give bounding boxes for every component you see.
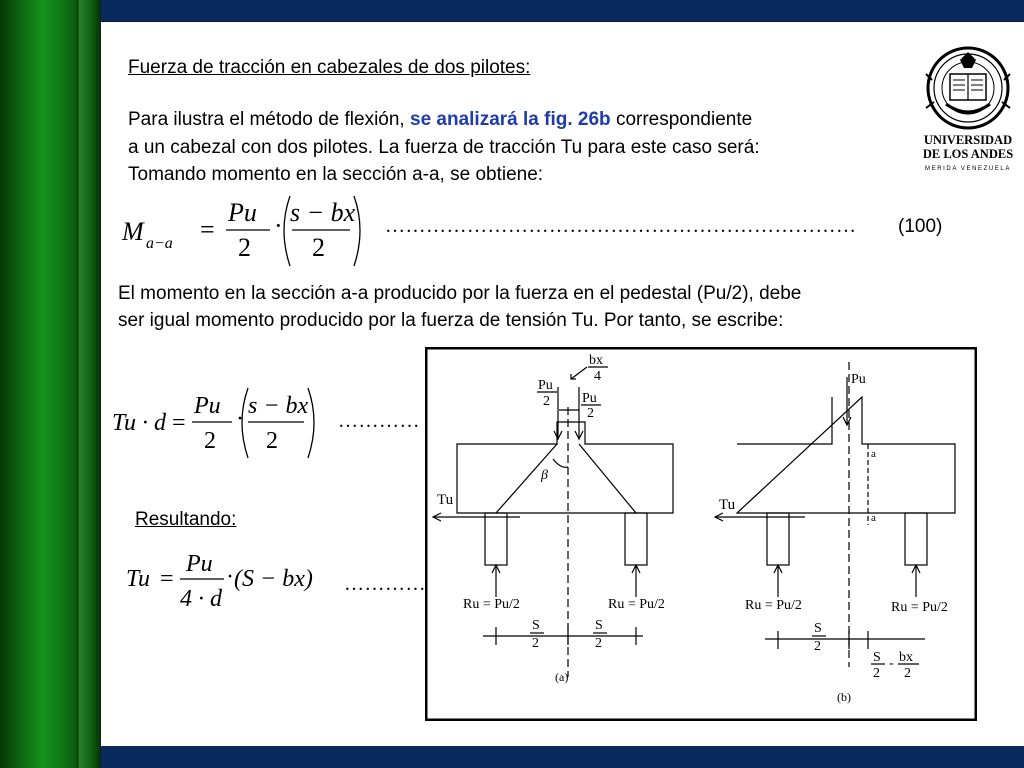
equation-result	[120, 546, 320, 616]
eq2-dots: …………	[338, 410, 420, 432]
para1-line1-a: Para ilustra el método de flexión,	[128, 109, 405, 130]
eq1-dot: ·	[274, 211, 283, 240]
eq2-num2: s − bx	[248, 393, 309, 419]
eq1-sub: a−a	[146, 235, 173, 252]
fig-b-minus: -	[889, 656, 894, 671]
fig-a-ru-left: Ru = Pu/2	[463, 597, 520, 612]
fig-a-ru-right: Ru = Pu/2	[608, 597, 665, 612]
fig-a-caption: (a)	[555, 670, 569, 684]
logo-line3: MERIDA VENEZUELA	[925, 166, 1011, 172]
slide-heading: Fuerza de tracción en cabezales de dos pilotes:	[128, 57, 531, 78]
fig-b-s-left: S	[814, 621, 822, 636]
fig-b-bx: bx	[899, 650, 913, 665]
fig-b-ru-left: Ru = Pu/2	[745, 598, 802, 613]
eq1-num2: s − bx	[290, 198, 356, 227]
fig-b-ru-right: Ru = Pu/2	[891, 600, 948, 615]
equation-tension	[110, 384, 325, 464]
fig-a-tu: Tu	[437, 492, 454, 508]
para1-line3: Tomando momento en la sección a-a, se obtiene:	[128, 164, 544, 185]
eq1-M: M	[122, 217, 144, 246]
para1-line2: a un cabezal con dos pilotes. La fuerza de tracción Tu para este caso será:	[128, 137, 760, 158]
eq2-pu: Pu	[194, 393, 221, 419]
eq3-den: 4 · d	[180, 586, 222, 612]
fig-a-pu-left-two: 2	[543, 394, 550, 409]
pile-cap-figure	[425, 347, 977, 721]
para1-highlight: se analizará la fig. 26b	[410, 109, 611, 130]
fig-b-s-right-two: 2	[873, 666, 880, 681]
eq3-dot: ·	[226, 564, 234, 590]
fig-a-beta: β	[541, 468, 548, 483]
para2-line2: ser igual momento producido por la fuerza de tensión Tu. Por tanto, se escribe:	[118, 310, 784, 331]
fig-a-pu-right-two: 2	[587, 406, 594, 421]
eq2-equals: =	[172, 410, 186, 436]
fig-b-s-right: S	[873, 650, 881, 665]
fig-a-bx: bx	[589, 353, 603, 368]
fig-a-s-left: S	[532, 618, 540, 633]
fig-a-pu-right: Pu	[582, 391, 597, 406]
fig-b-s-left-two: 2	[814, 639, 821, 654]
eq1-two-2: 2	[312, 233, 325, 262]
eq1-equals: =	[200, 215, 215, 244]
left-green-bar	[0, 0, 101, 768]
university-seal	[926, 48, 1010, 128]
para1-line1-c: correspondiente	[615, 109, 753, 130]
fig-b-tu: Tu	[719, 497, 736, 513]
eq3-equals: =	[160, 566, 174, 592]
eq2-lhs: Tu · d	[112, 410, 167, 436]
logo-line1: UNIVERSIDAD	[923, 133, 1013, 147]
fig-b-a-top: a	[871, 448, 876, 460]
eq3-paren: (S − bx)	[234, 566, 313, 592]
logo-line2: DE LOS ANDES	[922, 147, 1014, 161]
eq2-two-2: 2	[266, 428, 278, 454]
top-navy-band	[101, 0, 1024, 22]
eq3-pu: Pu	[186, 551, 213, 577]
eq2-right-paren	[308, 388, 314, 458]
eq3-dots: …………	[344, 573, 426, 595]
eq2-two: 2	[204, 428, 216, 454]
university-logo	[920, 44, 1016, 179]
equation-moment	[110, 192, 370, 272]
fig-a-s-left-two: 2	[532, 636, 539, 651]
fig-b-bx-two: 2	[904, 666, 911, 681]
para1-line1	[128, 107, 752, 133]
eq100-dots: ……………………………………………………………	[385, 215, 857, 237]
fig-b-a-bottom: a	[871, 512, 876, 524]
eq100-number: (100)	[898, 216, 943, 237]
fig-a-bx-four: 4	[594, 369, 601, 384]
eq2-dot: ·	[236, 406, 244, 432]
fig-a-pu-left: Pu	[538, 378, 553, 393]
fig-a-s-right: S	[595, 618, 603, 633]
eq1-two: 2	[238, 233, 251, 262]
para2-line1: El momento en la sección a-a producido por la fuerza en el pedestal (Pu/2), debe	[118, 283, 802, 304]
bottom-navy-band	[101, 746, 1024, 768]
fig-b-pu: Pu	[851, 372, 866, 387]
resultando-label: Resultando:	[135, 509, 237, 530]
fig-a-s-right-two: 2	[595, 636, 602, 651]
eq1-pu: Pu	[228, 198, 257, 227]
eq3-lhs: Tu	[126, 566, 151, 592]
fig-b-caption: (b)	[837, 690, 851, 704]
